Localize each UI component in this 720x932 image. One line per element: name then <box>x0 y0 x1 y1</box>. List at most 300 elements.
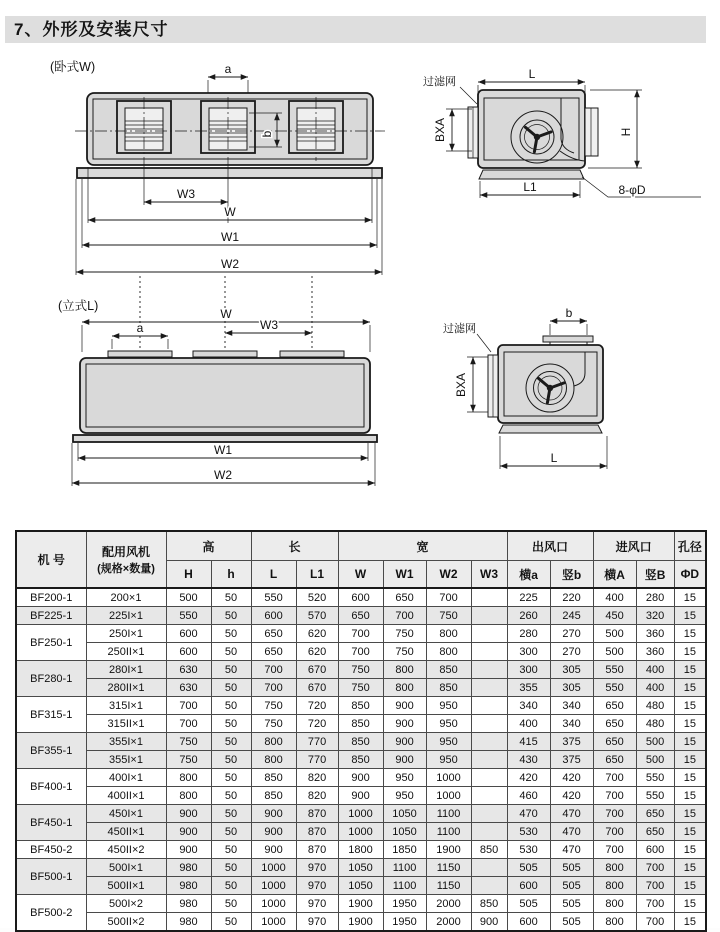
fan-spec-cell: 355I×1 <box>86 733 166 751</box>
fan-spec-cell: 450I×1 <box>86 805 166 823</box>
table-row <box>16 805 706 823</box>
dim-l1 <box>480 180 580 198</box>
dim-w1 <box>78 443 368 461</box>
value-cell: 980 <box>166 913 211 932</box>
value-cell: 1000 <box>251 913 296 932</box>
value-cell: 1800 <box>338 841 383 859</box>
col-sub-outlet-b: 竖b <box>550 561 593 589</box>
value-cell <box>471 697 507 715</box>
value-cell: 430 <box>507 751 550 769</box>
value-cell: 500 <box>166 588 211 607</box>
value-cell: 800 <box>593 877 636 895</box>
value-cell: 420 <box>550 787 593 805</box>
value-cell: 900 <box>166 805 211 823</box>
value-cell <box>471 859 507 877</box>
machine-cell: BF280-1 <box>16 661 86 697</box>
value-cell: 15 <box>674 895 706 913</box>
dim-w3 <box>225 318 312 333</box>
dim-label-l: L <box>528 67 536 81</box>
dim-b <box>550 306 587 335</box>
col-sub-W: W <box>338 561 383 589</box>
dim-label-w3: W3 <box>177 187 195 201</box>
machine-cell: BF355-1 <box>16 733 86 769</box>
value-cell: 400 <box>593 588 636 607</box>
fan-spec-cell: 500II×1 <box>86 877 166 895</box>
value-cell: 1000 <box>338 805 383 823</box>
dim-w2 <box>76 179 382 275</box>
value-cell: 1100 <box>426 805 471 823</box>
value-cell: 1850 <box>383 841 426 859</box>
value-cell: 340 <box>550 715 593 733</box>
value-cell: 1100 <box>383 877 426 895</box>
dim-a <box>112 321 168 349</box>
value-cell: 630 <box>166 661 211 679</box>
value-cell: 550 <box>636 769 674 787</box>
dim-label-w3: W3 <box>260 318 278 332</box>
value-cell: 670 <box>296 661 338 679</box>
col-group-inlet: 进风口 <box>593 531 674 561</box>
col-sub-W2: W2 <box>426 561 471 589</box>
fan-spec-cell: 200×1 <box>86 588 166 607</box>
value-cell: 480 <box>636 715 674 733</box>
value-cell: 700 <box>636 859 674 877</box>
value-cell: 770 <box>296 733 338 751</box>
unit-front-body <box>73 351 377 442</box>
grilles <box>117 101 343 153</box>
col-sub-inlet-B: 竖B <box>636 561 674 589</box>
holes-callout <box>582 177 701 197</box>
value-cell: 50 <box>211 661 251 679</box>
value-cell: 900 <box>383 751 426 769</box>
value-cell: 50 <box>211 697 251 715</box>
filter-callout <box>443 321 491 352</box>
value-cell: 650 <box>636 823 674 841</box>
top-collar <box>280 351 344 357</box>
fan-spec-cell: 450II×1 <box>86 823 166 841</box>
value-cell: 900 <box>338 769 383 787</box>
value-cell: 620 <box>296 643 338 661</box>
col-sub-h: h <box>211 561 251 589</box>
dim-bxa <box>433 109 472 151</box>
value-cell: 850 <box>471 841 507 859</box>
value-cell: 340 <box>507 697 550 715</box>
value-cell: 550 <box>636 787 674 805</box>
value-cell: 750 <box>166 751 211 769</box>
value-cell: 850 <box>471 895 507 913</box>
dim-label-w2: W2 <box>214 468 232 482</box>
col-fan <box>86 531 166 588</box>
value-cell <box>471 787 507 805</box>
unit-side-body <box>468 90 598 168</box>
value-cell: 1000 <box>251 877 296 895</box>
value-cell: 505 <box>550 859 593 877</box>
value-cell: 980 <box>166 877 211 895</box>
value-cell: 970 <box>296 877 338 895</box>
value-cell: 800 <box>383 679 426 697</box>
fan-spec-cell: 400II×1 <box>86 787 166 805</box>
value-cell: 900 <box>166 823 211 841</box>
fan-spec-cell: 280I×1 <box>86 661 166 679</box>
filter-label: 过滤网 <box>423 76 456 88</box>
value-cell: 50 <box>211 643 251 661</box>
spec-table-header <box>16 531 706 588</box>
base-plate <box>77 168 382 178</box>
value-cell: 360 <box>636 625 674 643</box>
value-cell: 900 <box>383 697 426 715</box>
value-cell: 1900 <box>338 913 383 932</box>
value-cell: 1900 <box>338 895 383 913</box>
value-cell: 700 <box>166 715 211 733</box>
col-fan-line2: (规格×数量) <box>97 563 155 575</box>
dim-label-w2: W2 <box>221 257 239 271</box>
dim-label-w1: W1 <box>214 443 232 457</box>
value-cell: 15 <box>674 787 706 805</box>
table-row <box>16 715 706 733</box>
value-cell: 15 <box>674 841 706 859</box>
value-cell: 700 <box>636 877 674 895</box>
value-cell: 15 <box>674 877 706 895</box>
value-cell: 970 <box>296 859 338 877</box>
value-cell: 50 <box>211 607 251 625</box>
value-cell: 870 <box>296 823 338 841</box>
value-cell <box>471 751 507 769</box>
value-cell: 470 <box>550 823 593 841</box>
value-cell: 650 <box>251 643 296 661</box>
value-cell: 650 <box>593 697 636 715</box>
value-cell: 750 <box>383 643 426 661</box>
value-cell: 1150 <box>426 877 471 895</box>
value-cell: 400 <box>636 661 674 679</box>
value-cell <box>471 805 507 823</box>
machine-cell: BF500-2 <box>16 895 86 932</box>
value-cell: 870 <box>296 841 338 859</box>
base-plate <box>73 435 377 442</box>
value-cell: 15 <box>674 697 706 715</box>
table-row <box>16 751 706 769</box>
table-row <box>16 895 706 913</box>
value-cell: 1050 <box>338 877 383 895</box>
value-cell: 1050 <box>383 823 426 841</box>
value-cell <box>471 679 507 697</box>
value-cell: 550 <box>593 679 636 697</box>
value-cell: 800 <box>593 895 636 913</box>
value-cell: 600 <box>338 588 383 607</box>
value-cell: 850 <box>426 661 471 679</box>
value-cell: 500 <box>636 733 674 751</box>
fan-spec-cell: 250I×1 <box>86 625 166 643</box>
value-cell: 650 <box>383 588 426 607</box>
value-cell: 550 <box>166 607 211 625</box>
value-cell: 50 <box>211 841 251 859</box>
dim-label-h: H <box>619 127 633 137</box>
value-cell: 50 <box>211 805 251 823</box>
value-cell: 900 <box>166 841 211 859</box>
top-collar <box>193 351 257 357</box>
value-cell: 800 <box>383 661 426 679</box>
table-row <box>16 661 706 679</box>
value-cell: 360 <box>636 643 674 661</box>
value-cell: 15 <box>674 859 706 877</box>
value-cell: 50 <box>211 733 251 751</box>
value-cell: 300 <box>507 661 550 679</box>
value-cell: 850 <box>426 679 471 697</box>
col-group-outlet: 出风口 <box>507 531 593 561</box>
value-cell: 1150 <box>426 859 471 877</box>
filter-callout <box>423 74 477 104</box>
value-cell: 670 <box>296 679 338 697</box>
value-cell: 720 <box>296 715 338 733</box>
value-cell: 850 <box>338 697 383 715</box>
value-cell: 1000 <box>426 787 471 805</box>
value-cell: 900 <box>383 715 426 733</box>
value-cell: 700 <box>338 643 383 661</box>
value-cell: 530 <box>507 841 550 859</box>
machine-cell: BF200-1 <box>16 588 86 607</box>
col-group-height: 高 <box>166 531 251 561</box>
filter-label: 过滤网 <box>443 323 476 335</box>
value-cell <box>471 733 507 751</box>
value-cell: 650 <box>593 715 636 733</box>
value-cell: 15 <box>674 823 706 841</box>
value-cell: 50 <box>211 859 251 877</box>
value-cell: 950 <box>426 751 471 769</box>
value-cell: 15 <box>674 625 706 643</box>
dim-label-a: a <box>136 321 144 335</box>
value-cell: 750 <box>166 733 211 751</box>
dim-label-b: b <box>565 306 573 320</box>
table-row <box>16 625 706 643</box>
value-cell: 750 <box>338 679 383 697</box>
value-cell: 900 <box>251 841 296 859</box>
fan-spec-cell: 315I×1 <box>86 697 166 715</box>
value-cell: 600 <box>636 841 674 859</box>
value-cell: 550 <box>251 588 296 607</box>
table-row <box>16 787 706 805</box>
value-cell: 820 <box>296 787 338 805</box>
value-cell: 700 <box>593 769 636 787</box>
value-cell: 600 <box>166 643 211 661</box>
drawing-vertical-side <box>435 300 720 480</box>
view-label-horizontal: (卧式W) <box>50 60 96 74</box>
value-cell: 900 <box>338 787 383 805</box>
value-cell: 415 <box>507 733 550 751</box>
value-cell: 700 <box>593 823 636 841</box>
value-cell: 700 <box>593 805 636 823</box>
col-sub-L: L <box>251 561 296 589</box>
value-cell: 505 <box>507 895 550 913</box>
value-cell: 320 <box>636 607 674 625</box>
value-cell: 50 <box>211 679 251 697</box>
value-cell: 950 <box>426 697 471 715</box>
value-cell: 700 <box>593 787 636 805</box>
value-cell: 1950 <box>383 913 426 932</box>
value-cell: 700 <box>251 661 296 679</box>
fan-spec-cell: 500II×2 <box>86 913 166 932</box>
value-cell: 480 <box>636 697 674 715</box>
value-cell: 700 <box>338 625 383 643</box>
value-cell: 375 <box>550 733 593 751</box>
dim-l <box>500 436 607 469</box>
value-cell: 505 <box>507 859 550 877</box>
value-cell <box>471 607 507 625</box>
value-cell: 700 <box>593 841 636 859</box>
value-cell: 500 <box>636 751 674 769</box>
value-cell: 50 <box>211 823 251 841</box>
value-cell: 305 <box>550 661 593 679</box>
value-cell: 2000 <box>426 895 471 913</box>
value-cell <box>471 715 507 733</box>
dim-label-l: L <box>550 451 558 465</box>
fan-spec-cell: 355I×1 <box>86 751 166 769</box>
value-cell: 850 <box>338 715 383 733</box>
value-cell: 1000 <box>426 769 471 787</box>
base-foot <box>479 170 584 179</box>
dim-label-w1: W1 <box>221 230 239 244</box>
col-fan-line1: 配用风机 <box>101 545 150 559</box>
view-label-vertical: (立式L) <box>58 299 99 313</box>
value-cell: 1950 <box>383 895 426 913</box>
value-cell: 850 <box>338 751 383 769</box>
value-cell <box>471 877 507 895</box>
value-cell: 1100 <box>426 823 471 841</box>
value-cell: 980 <box>166 895 211 913</box>
table-row <box>16 697 706 715</box>
value-cell: 700 <box>383 607 426 625</box>
value-cell: 15 <box>674 661 706 679</box>
value-cell: 1050 <box>383 805 426 823</box>
value-cell: 750 <box>251 697 296 715</box>
fan-spec-cell: 500I×1 <box>86 859 166 877</box>
value-cell: 650 <box>636 805 674 823</box>
value-cell: 750 <box>251 715 296 733</box>
value-cell: 700 <box>166 697 211 715</box>
table-row <box>16 733 706 751</box>
value-cell: 800 <box>251 751 296 769</box>
value-cell: 15 <box>674 679 706 697</box>
value-cell: 800 <box>251 733 296 751</box>
value-cell: 850 <box>251 769 296 787</box>
table-row <box>16 841 706 859</box>
table-row <box>16 823 706 841</box>
value-cell: 970 <box>296 895 338 913</box>
table-row <box>16 679 706 697</box>
unit-side-body <box>488 336 603 423</box>
value-cell: 700 <box>636 895 674 913</box>
machine-cell: BF450-1 <box>16 805 86 841</box>
spec-table <box>15 530 707 932</box>
machine-cell: BF400-1 <box>16 769 86 805</box>
value-cell: 600 <box>166 625 211 643</box>
value-cell: 420 <box>507 769 550 787</box>
value-cell: 505 <box>550 877 593 895</box>
value-cell: 15 <box>674 715 706 733</box>
value-cell: 300 <box>507 643 550 661</box>
value-cell: 750 <box>426 607 471 625</box>
value-cell: 630 <box>166 679 211 697</box>
value-cell: 530 <box>507 823 550 841</box>
value-cell: 800 <box>426 643 471 661</box>
value-cell: 650 <box>251 625 296 643</box>
value-cell: 50 <box>211 751 251 769</box>
fan-spec-cell: 280II×1 <box>86 679 166 697</box>
value-cell: 820 <box>296 769 338 787</box>
value-cell: 600 <box>507 877 550 895</box>
value-cell: 1050 <box>338 859 383 877</box>
value-cell: 900 <box>383 733 426 751</box>
value-cell: 15 <box>674 751 706 769</box>
value-cell: 980 <box>166 859 211 877</box>
col-sub-W1: W1 <box>383 561 426 589</box>
value-cell: 750 <box>338 661 383 679</box>
section-title: 7、外形及安装尺寸 <box>14 20 169 39</box>
value-cell: 550 <box>593 661 636 679</box>
col-sub-inlet-A: 横A <box>593 561 636 589</box>
value-cell: 420 <box>550 769 593 787</box>
value-cell: 50 <box>211 787 251 805</box>
value-cell: 400 <box>636 679 674 697</box>
value-cell: 50 <box>211 588 251 607</box>
value-cell: 620 <box>296 625 338 643</box>
value-cell: 700 <box>426 588 471 607</box>
col-group-hole: 孔径 <box>674 531 706 561</box>
value-cell: 470 <box>507 805 550 823</box>
value-cell: 50 <box>211 715 251 733</box>
fan-spec-cell: 400I×1 <box>86 769 166 787</box>
value-cell: 15 <box>674 913 706 932</box>
value-cell: 850 <box>338 733 383 751</box>
value-cell: 340 <box>550 697 593 715</box>
value-cell: 50 <box>211 877 251 895</box>
value-cell: 400 <box>507 715 550 733</box>
value-cell: 1100 <box>383 859 426 877</box>
table-row <box>16 588 706 607</box>
value-cell: 15 <box>674 607 706 625</box>
dim-label-w: W <box>220 307 232 321</box>
dim-label-b: b <box>260 130 274 138</box>
top-collar <box>543 336 593 342</box>
value-cell <box>471 769 507 787</box>
value-cell <box>471 625 507 643</box>
value-cell: 460 <box>507 787 550 805</box>
drawing-vertical-front <box>30 270 430 498</box>
value-cell: 520 <box>296 588 338 607</box>
section-title-bar <box>5 16 706 43</box>
value-cell: 225 <box>507 588 550 607</box>
value-cell: 270 <box>550 643 593 661</box>
col-machine: 机 号 <box>16 531 86 588</box>
value-cell: 720 <box>296 697 338 715</box>
value-cell: 650 <box>338 607 383 625</box>
value-cell: 220 <box>550 588 593 607</box>
value-cell: 870 <box>296 805 338 823</box>
table-row <box>16 877 706 895</box>
value-cell: 950 <box>426 733 471 751</box>
top-collar <box>108 351 172 357</box>
value-cell: 800 <box>593 913 636 932</box>
value-cell: 500 <box>593 643 636 661</box>
value-cell: 260 <box>507 607 550 625</box>
value-cell: 850 <box>251 787 296 805</box>
col-sub-L1: L1 <box>296 561 338 589</box>
value-cell: 900 <box>251 805 296 823</box>
value-cell: 1000 <box>251 895 296 913</box>
machine-cell: BF315-1 <box>16 697 86 733</box>
fan-spec-cell: 315II×1 <box>86 715 166 733</box>
value-cell: 15 <box>674 769 706 787</box>
value-cell: 1000 <box>251 859 296 877</box>
value-cell: 700 <box>251 679 296 697</box>
value-cell: 600 <box>251 607 296 625</box>
